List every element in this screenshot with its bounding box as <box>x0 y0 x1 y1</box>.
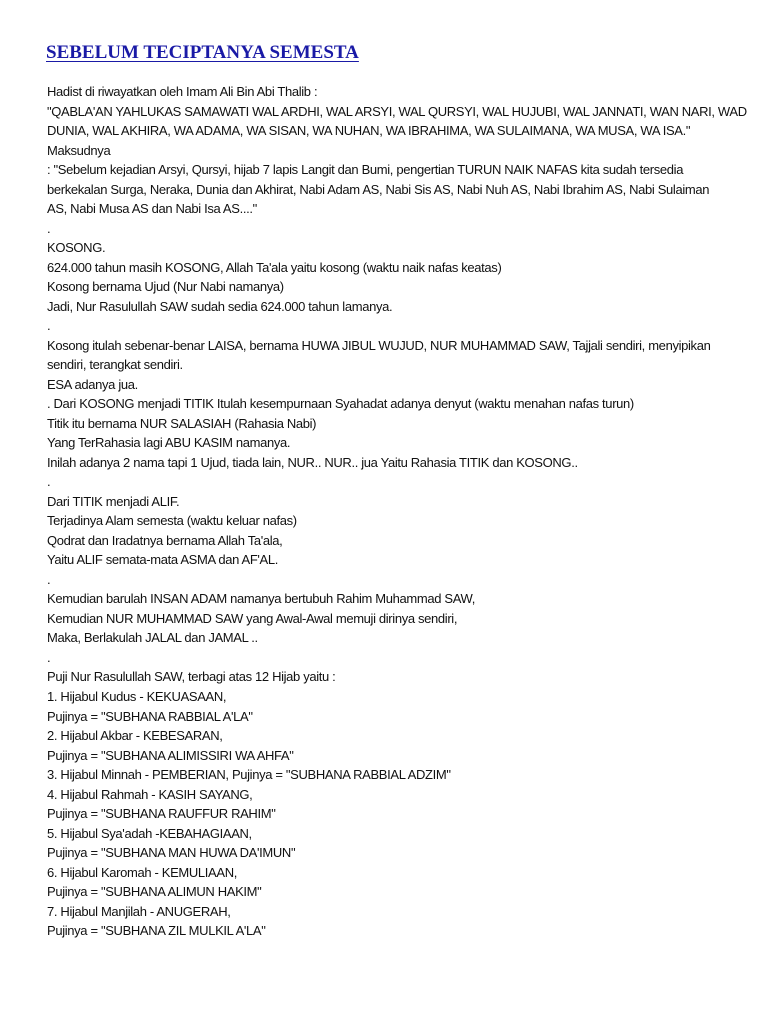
text-line: 3. Hijabul Minnah - PEMBERIAN, Pujinya = "SUBHANA RABBIAL ADZIM" <box>47 767 451 783</box>
text-line: 7. Hijabul Manjilah - ANUGERAH, <box>47 903 231 919</box>
text-line: . Dari KOSONG menjadi TITIK Itulah kesempurnaan Syahadat adanya denyut (waktu menahan nafas turun) <box>47 396 634 412</box>
text-line: Pujinya = "SUBHANA RABBIAL A'LA" <box>47 708 253 724</box>
document-title[interactable]: SEBELUM TECIPTANYA SEMESTA <box>46 42 359 63</box>
text-line: Jadi, Nur Rasulullah SAW sudah sedia 624.000 tahun lamanya. <box>47 298 393 314</box>
text-line: Dari TITIK menjadi ALIF. <box>47 493 180 509</box>
text-line: 1. Hijabul Kudus - KEKUASAAN, <box>47 688 227 704</box>
text-line: Kosong itulah sebenar-benar LAISA, bernama HUWA JIBUL WUJUD, NUR MUHAMMAD SAW, Tajjali sendiri, menyipikan <box>47 337 711 353</box>
text-line: . <box>47 220 51 236</box>
text-line: Puji Nur Rasulullah SAW, terbagi atas 12 Hijab yaitu : <box>47 669 336 685</box>
text-line: Qodrat dan Iradatnya bernama Allah Ta'ala, <box>47 532 283 548</box>
text-line: . <box>47 571 51 587</box>
document-body <box>47 82 747 941</box>
text-line: Yang TerRahasia lagi ABU KASIM namanya. <box>47 435 291 451</box>
text-line: 624.000 tahun masih KOSONG, Allah Ta'ala yaitu kosong (waktu naik nafas keatas) <box>47 259 502 275</box>
text-line: Kosong bernama Ujud (Nur Nabi namanya) <box>47 279 284 295</box>
text-line: Yaitu ALIF semata-mata ASMA dan AF'AL. <box>47 552 279 568</box>
text-line: . <box>47 474 51 490</box>
text-line: : "Sebelum kejadian Arsyi, Qursyi, hijab 7 lapis Langit dan Bumi, pengertian TURUN NAIK NAFAS kita sudah tersedia <box>47 162 684 178</box>
text-line: Kemudian barulah INSAN ADAM namanya bertubuh Rahim Muhammad SAW, <box>47 591 475 607</box>
text-line: 6. Hijabul Karomah - KEMULIAAN, <box>47 864 238 880</box>
text-line: 5. Hijabul Sya'adah -KEBAHAGIAAN, <box>47 825 252 841</box>
text-line: berkekalan Surga, Neraka, Dunia dan Akhirat, Nabi Adam AS, Nabi Sis AS, Nabi Nuh AS, Nabi Ibrahim AS, Nabi Sulaiman <box>47 181 710 197</box>
text-line: ESA adanya jua. <box>47 376 138 392</box>
text-line: "QABLA'AN YAHLUKAS SAMAWATI WAL ARDHI, WAL ARSYI, WAL QURSYI, WAL HUJUBI, WAL JANNATI, WAN NARI, WAD <box>47 103 747 119</box>
text-line: 2. Hijabul Akbar - KEBESARAN, <box>47 728 223 744</box>
text-line: Maka, Berlakulah JALAL dan JAMAL .. <box>47 630 258 646</box>
text-line: Pujinya = "SUBHANA RAUFFUR RAHIM" <box>47 806 276 822</box>
text-line: . <box>47 649 51 665</box>
text-line: KOSONG. <box>47 240 106 256</box>
text-line: AS, Nabi Musa AS dan Nabi Isa AS...." <box>47 201 257 217</box>
text-line: 4. Hijabul Rahmah - KASIH SAYANG, <box>47 786 253 802</box>
text-line: Pujinya = "SUBHANA ALIMUN HAKIM" <box>47 884 262 900</box>
text-line: Terjadinya Alam semesta (waktu keluar nafas) <box>47 513 297 529</box>
text-line: DUNIA, WAL AKHIRA, WA ADAMA, WA SISAN, WA NUHAN, WA IBRAHIMA, WA SULAIMANA, WA MUSA, WA ISA." <box>47 123 691 139</box>
text-line: Titik itu bernama NUR SALASIAH (Rahasia Nabi) <box>47 415 317 431</box>
text-line: Pujinya = "SUBHANA ALIMISSIRI WA AHFA" <box>47 747 294 763</box>
text-line: Pujinya = "SUBHANA MAN HUWA DA'IMUN" <box>47 845 296 861</box>
text-line: Kemudian NUR MUHAMMAD SAW yang Awal-Awal memuji dirinya sendiri, <box>47 610 458 626</box>
text-line: Maksudnya <box>47 142 111 158</box>
text-line: Pujinya = "SUBHANA ZIL MULKIL A'LA" <box>47 923 266 939</box>
text-line: sendiri, terangkat sendiri. <box>47 357 183 373</box>
text-line: Hadist di riwayatkan oleh Imam Ali Bin Abi Thalib : <box>47 84 318 99</box>
text-line: . <box>47 318 51 334</box>
text-line: Inilah adanya 2 nama tapi 1 Ujud, tiada lain, NUR.. NUR.. jua Yaitu Rahasia TITIK dan KOSONG.. <box>47 454 578 470</box>
